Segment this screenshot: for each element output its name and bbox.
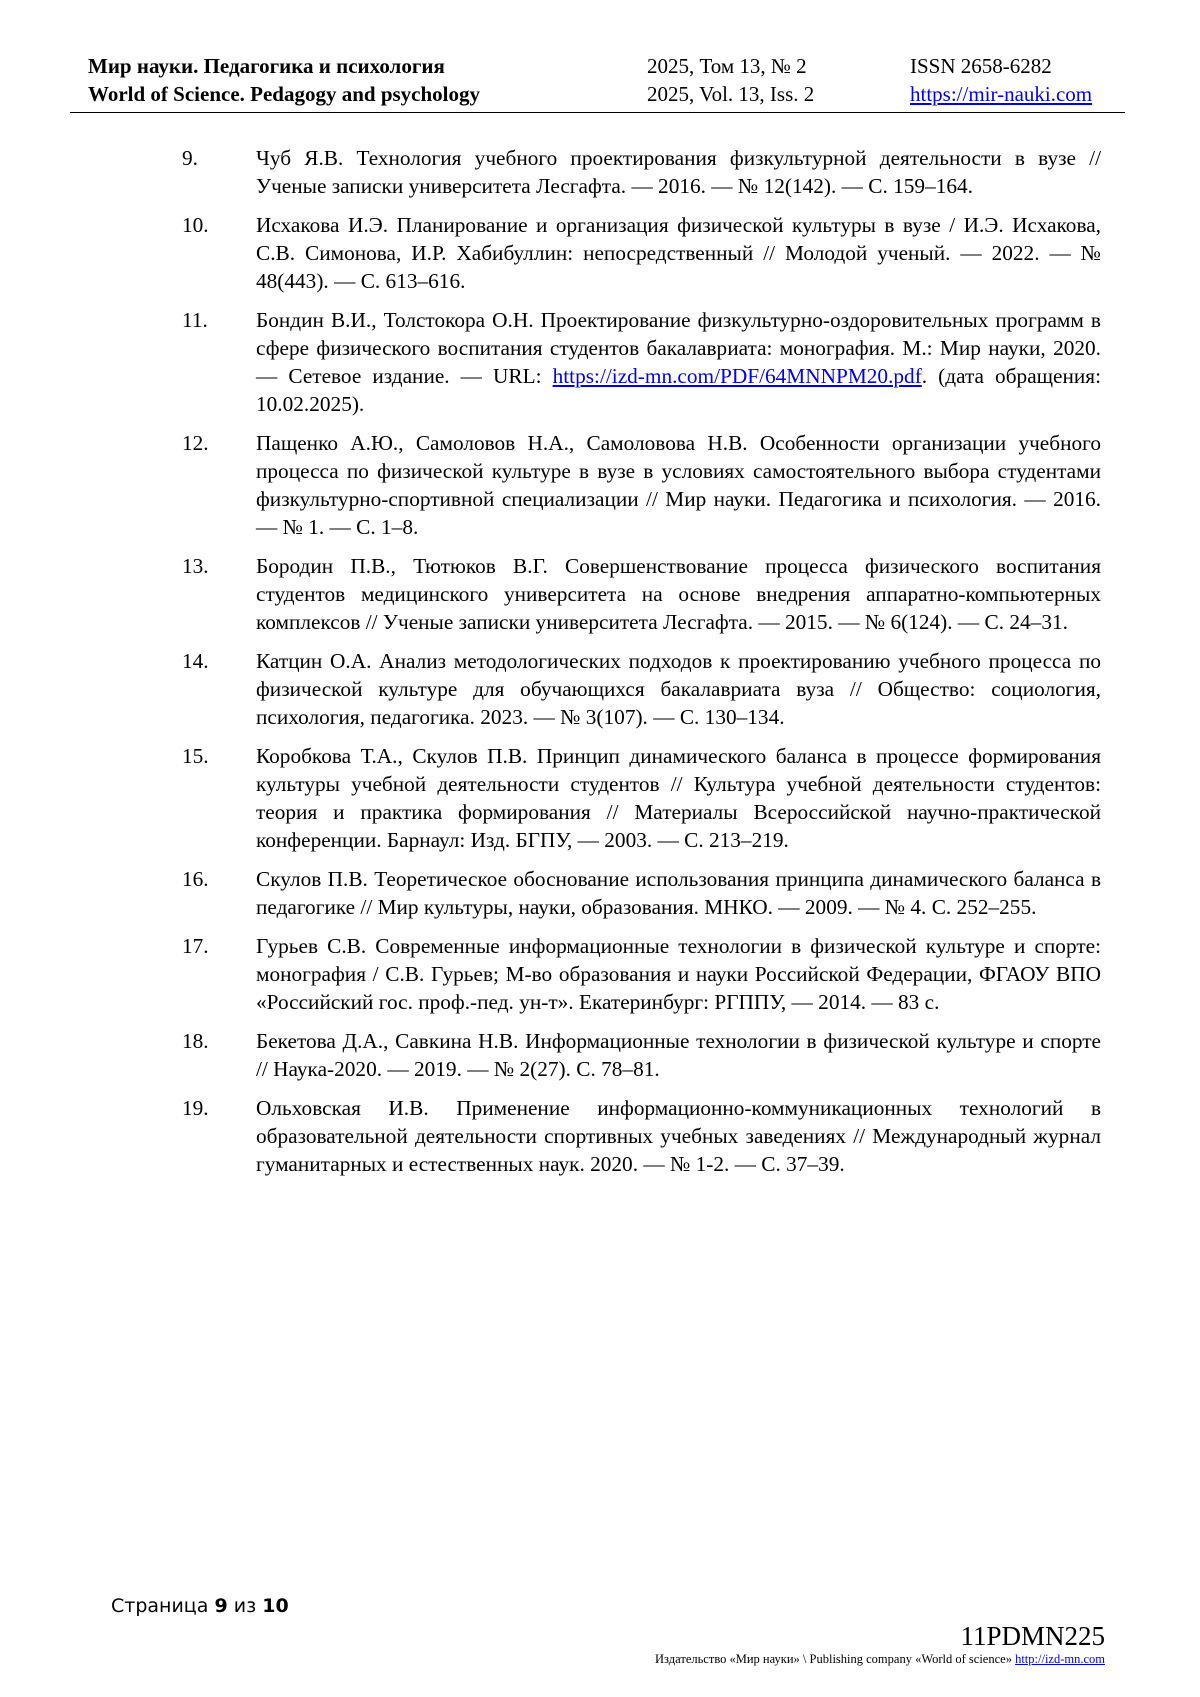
page-separator: из (233, 1595, 257, 1617)
reference-item (0, 144, 1200, 200)
reference-list (0, 144, 1200, 1189)
reference-text: Катцин О.А. Анализ методологических подходов к проектированию учебного процесса по физической культуре для обучающихся бакалавриата вуза // Общество: социология, психология, педагогика. 2023. — № 3(107). — С. 130–134. (256, 649, 1101, 729)
journal-header (70, 52, 1125, 113)
reference-item (0, 932, 1200, 1016)
reference-number: 19. (182, 1096, 209, 1120)
reference-number: 10. (182, 213, 209, 237)
reference-text: Бекетова Д.А., Савкина Н.В. Информационные технологии в физической культуре и спорте // Наука-2020. — 2019. — № 2(27). С. 78–81. (256, 1029, 1101, 1081)
reference-text: Исхакова И.Э. Планирование и организация физической культуры в вузе / И.Э. Исхакова, С.В. Симонова, И.Р. Хабибуллин: непосредственный // Молодой ученый. — 2022. — № 48(443). — С. 613–616. (256, 213, 1101, 293)
reference-number: 18. (182, 1029, 209, 1053)
reference-number: 13. (182, 554, 209, 578)
reference-number: 14. (182, 649, 209, 673)
reference-item (0, 742, 1200, 854)
reference-text: Гурьев С.В. Современные информационные технологии в физической культуре и спорте: монография / С.В. Гурьев; М-во образования и науки Российской Федерации, ФГАОУ ВПО «Российский гос. проф.-пед. ун-т». Екатеринбург: РГППУ, — 2014. — 83 с. (256, 934, 1101, 1014)
reference-text-before: Бондин В.И., Толстокора О.Н. Проектирование физкультурно-оздоровительных программ в сфере физического воспитания студентов бакалавриата: монография. М.: Мир науки, 2020. — Сетевое издание. — URL: (256, 308, 1101, 388)
reference-number: 9. (182, 146, 198, 170)
reference-number: 17. (182, 934, 209, 958)
reference-item (0, 552, 1200, 636)
reference-item (0, 865, 1200, 921)
reference-item (0, 211, 1200, 295)
journal-url-link[interactable]: https://mir-nauki.com (910, 82, 1093, 106)
publisher-url-link[interactable]: http://izd-mn.com (1015, 1652, 1105, 1666)
reference-item (0, 647, 1200, 731)
reference-text (256, 306, 1101, 418)
journal-title-en: World of Science. Pedagogy and psychology (88, 82, 481, 106)
reference-item (0, 1027, 1200, 1083)
reference-text: Пащенко А.Ю., Самоловов Н.А., Самоловова Н.В. Особенности организации учебного процесса по физической культуре в вузе в условиях самостоятельного выбора студентами физкультурно-спортивной специализации // Мир науки. Педагогика и психология. — 2016. — № 1. — С. 1–8. (256, 431, 1101, 539)
page-indicator (111, 1595, 289, 1617)
reference-text: Коробкова Т.А., Скулов П.В. Принцип динамического баланса в процессе формирования культуры учебной деятельности студентов // Культура учебной деятельности студентов: теория и практика формирования // Материалы Всероссийской научно-практической конференции. Барнаул: Изд. БГПУ, — 2003. — С. 213–219. (256, 744, 1101, 852)
reference-text: Скулов П.В. Теоретическое обоснование использования принципа динамического баланса в педагогике // Мир культуры, науки, образования. МНКО. — 2009. — № 4. С. 252–255. (256, 867, 1101, 919)
page-current: 9 (214, 1595, 228, 1617)
reference-item (0, 429, 1200, 541)
reference-text: Чуб Я.В. Технология учебного проектирования физкультурной деятельности в вузе // Ученые записки университета Лесгафта. — 2016. — № 12(142). — С. 159–164. (256, 146, 1101, 198)
reference-number: 16. (182, 867, 209, 891)
reference-text: Бородин П.В., Тютюков В.Г. Совершенствование процесса физического воспитания студентов медицинского университета на основе внедрения аппаратно-компьютерных комплексов // Ученые записки университета Лесгафта. — 2015. — № 6(124). — С. 24–31. (256, 554, 1101, 634)
article-code: 11PDMN225 (960, 1621, 1105, 1651)
reference-number: 12. (182, 431, 209, 455)
reference-text: Ольховская И.В. Применение информационно-коммуникационных технологий в образовательной деятельности спортивных учебных заведениях // Международный журнал гуманитарных и естественных наук. 2020. — № 1-2. — С. 37–39. (256, 1096, 1101, 1176)
reference-item (0, 1094, 1200, 1178)
issue-en: 2025, Vol. 13, Iss. 2 (647, 82, 815, 106)
reference-text-after: . (дата обращения: 10.02.2025). (256, 364, 1102, 416)
page-label: Страница (111, 1595, 209, 1617)
page-total: 10 (262, 1595, 289, 1617)
publisher-text: Издательство «Мир науки» \ Publishing company «World of science» (655, 1652, 1012, 1666)
publisher-line (655, 1652, 1105, 1667)
journal-title-ru: Мир науки. Педагогика и психология (88, 54, 445, 78)
issn: ISSN 2658-6282 (910, 54, 1052, 78)
reference-number: 11. (182, 308, 208, 332)
reference-number: 15. (182, 744, 209, 768)
issue-ru: 2025, Том 13, № 2 (647, 54, 807, 78)
reference-item (0, 306, 1200, 418)
reference-url-link[interactable]: https://izd-mn.com/PDF/64MNNPM20.pdf (552, 364, 922, 388)
